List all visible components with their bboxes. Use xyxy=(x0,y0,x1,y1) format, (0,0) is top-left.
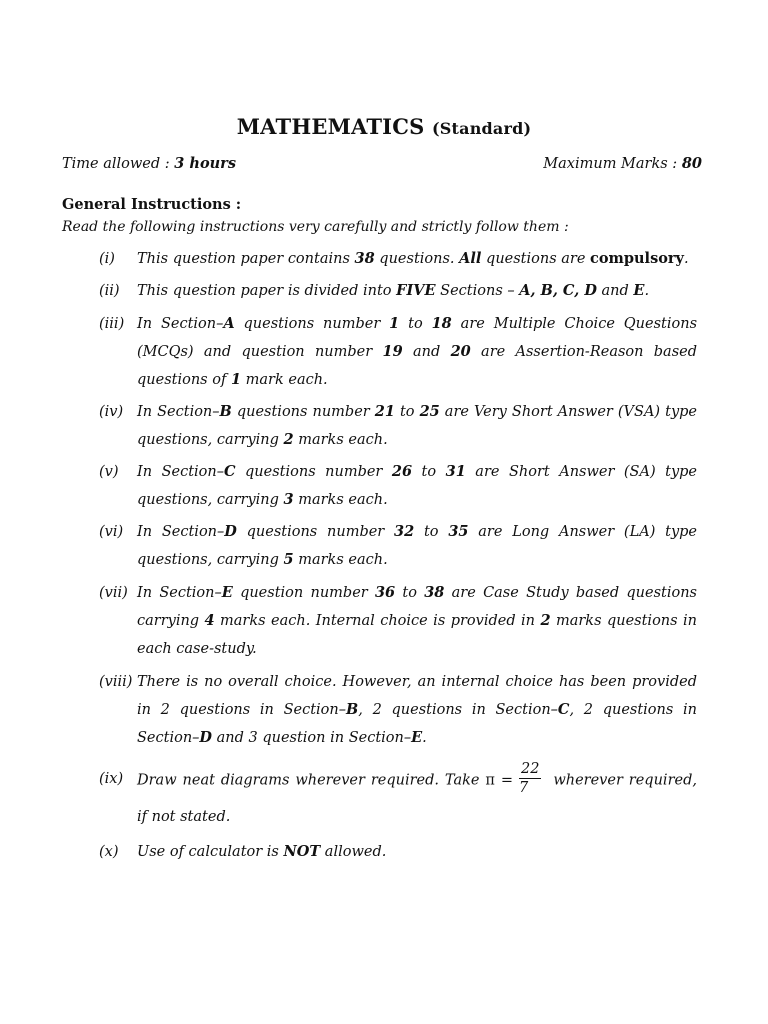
instruction-item xyxy=(99,277,697,305)
item-number: (v) xyxy=(99,464,119,480)
item-number: (vi) xyxy=(99,524,124,540)
item-text: Use of calculator is NOT allowed. xyxy=(137,843,387,860)
item-text: This question paper contains 38 questions. All questions are compulsory. xyxy=(137,250,689,267)
title-main: MATHEMATICS xyxy=(236,114,425,139)
item-text: In Section–B questions number 21 to 25 are Very Short Answer (VSA) type questions, carrying 2 marks each. xyxy=(137,403,697,448)
title-subtitle: (Standard) xyxy=(432,119,532,138)
item-text: This question paper is divided into FIVE Sections – A, B, C, D and E. xyxy=(137,282,650,299)
instructions-intro: Read the following instructions very carefully and strictly follow them : xyxy=(62,219,569,235)
instruction-item xyxy=(99,398,697,454)
instruction-item xyxy=(99,245,697,273)
maximum-marks: Maximum Marks : 80 xyxy=(543,155,702,172)
page-title xyxy=(0,114,768,139)
item-text: Draw neat diagrams wherever required. Take π = $\frac{22}{7}$ wherever required, xyxy=(137,761,697,796)
item-number: (i) xyxy=(99,251,115,267)
instruction-item xyxy=(99,668,697,752)
instruction-item xyxy=(99,310,697,394)
instruction-item xyxy=(99,458,697,514)
instructions-heading: General Instructions : xyxy=(62,196,242,213)
time-allowed: Time allowed : 3 hours xyxy=(62,155,236,172)
item-text: In Section–C questions number 26 to 31 are Short Answer (SA) type questions, carrying 3 marks each. xyxy=(137,463,697,508)
instruction-item xyxy=(99,762,697,831)
item-text-continued: if not stated. xyxy=(137,809,231,825)
item-number: (x) xyxy=(99,844,119,860)
item-text: In Section–D questions number 32 to 35 are Long Answer (LA) type questions, carrying 5 marks each. xyxy=(137,523,698,568)
instruction-item xyxy=(99,838,697,866)
item-number: (ix) xyxy=(99,771,124,787)
pi-fraction: $\frac{22}{7}$ xyxy=(518,761,540,796)
item-number: (iv) xyxy=(99,404,124,420)
instruction-item xyxy=(99,579,697,663)
instruction-item xyxy=(99,518,697,574)
exam-meta xyxy=(62,155,702,175)
item-number: (viii) xyxy=(99,674,133,690)
item-number: (vii) xyxy=(99,585,128,601)
item-text: There is no overall choice. However, an internal choice has been provided in 2 questions in Section–B, 2 questions in Section–C, 2 questions in Section–D and 3 question in Section–E. xyxy=(137,674,697,746)
item-number: (iii) xyxy=(99,316,125,332)
item-number: (ii) xyxy=(99,283,120,299)
item-text: In Section–A questions number 1 to 18 are Multiple Choice Questions (MCQs) and question number 19 and 20 are Assertion-Reason based questions of 1 mark each. xyxy=(137,315,698,388)
item-text: In Section–E question number 36 to 38 are Case Study based questions carrying 4 marks each. Internal choice is provided in 2 marks questions in each case-study. xyxy=(137,584,698,657)
